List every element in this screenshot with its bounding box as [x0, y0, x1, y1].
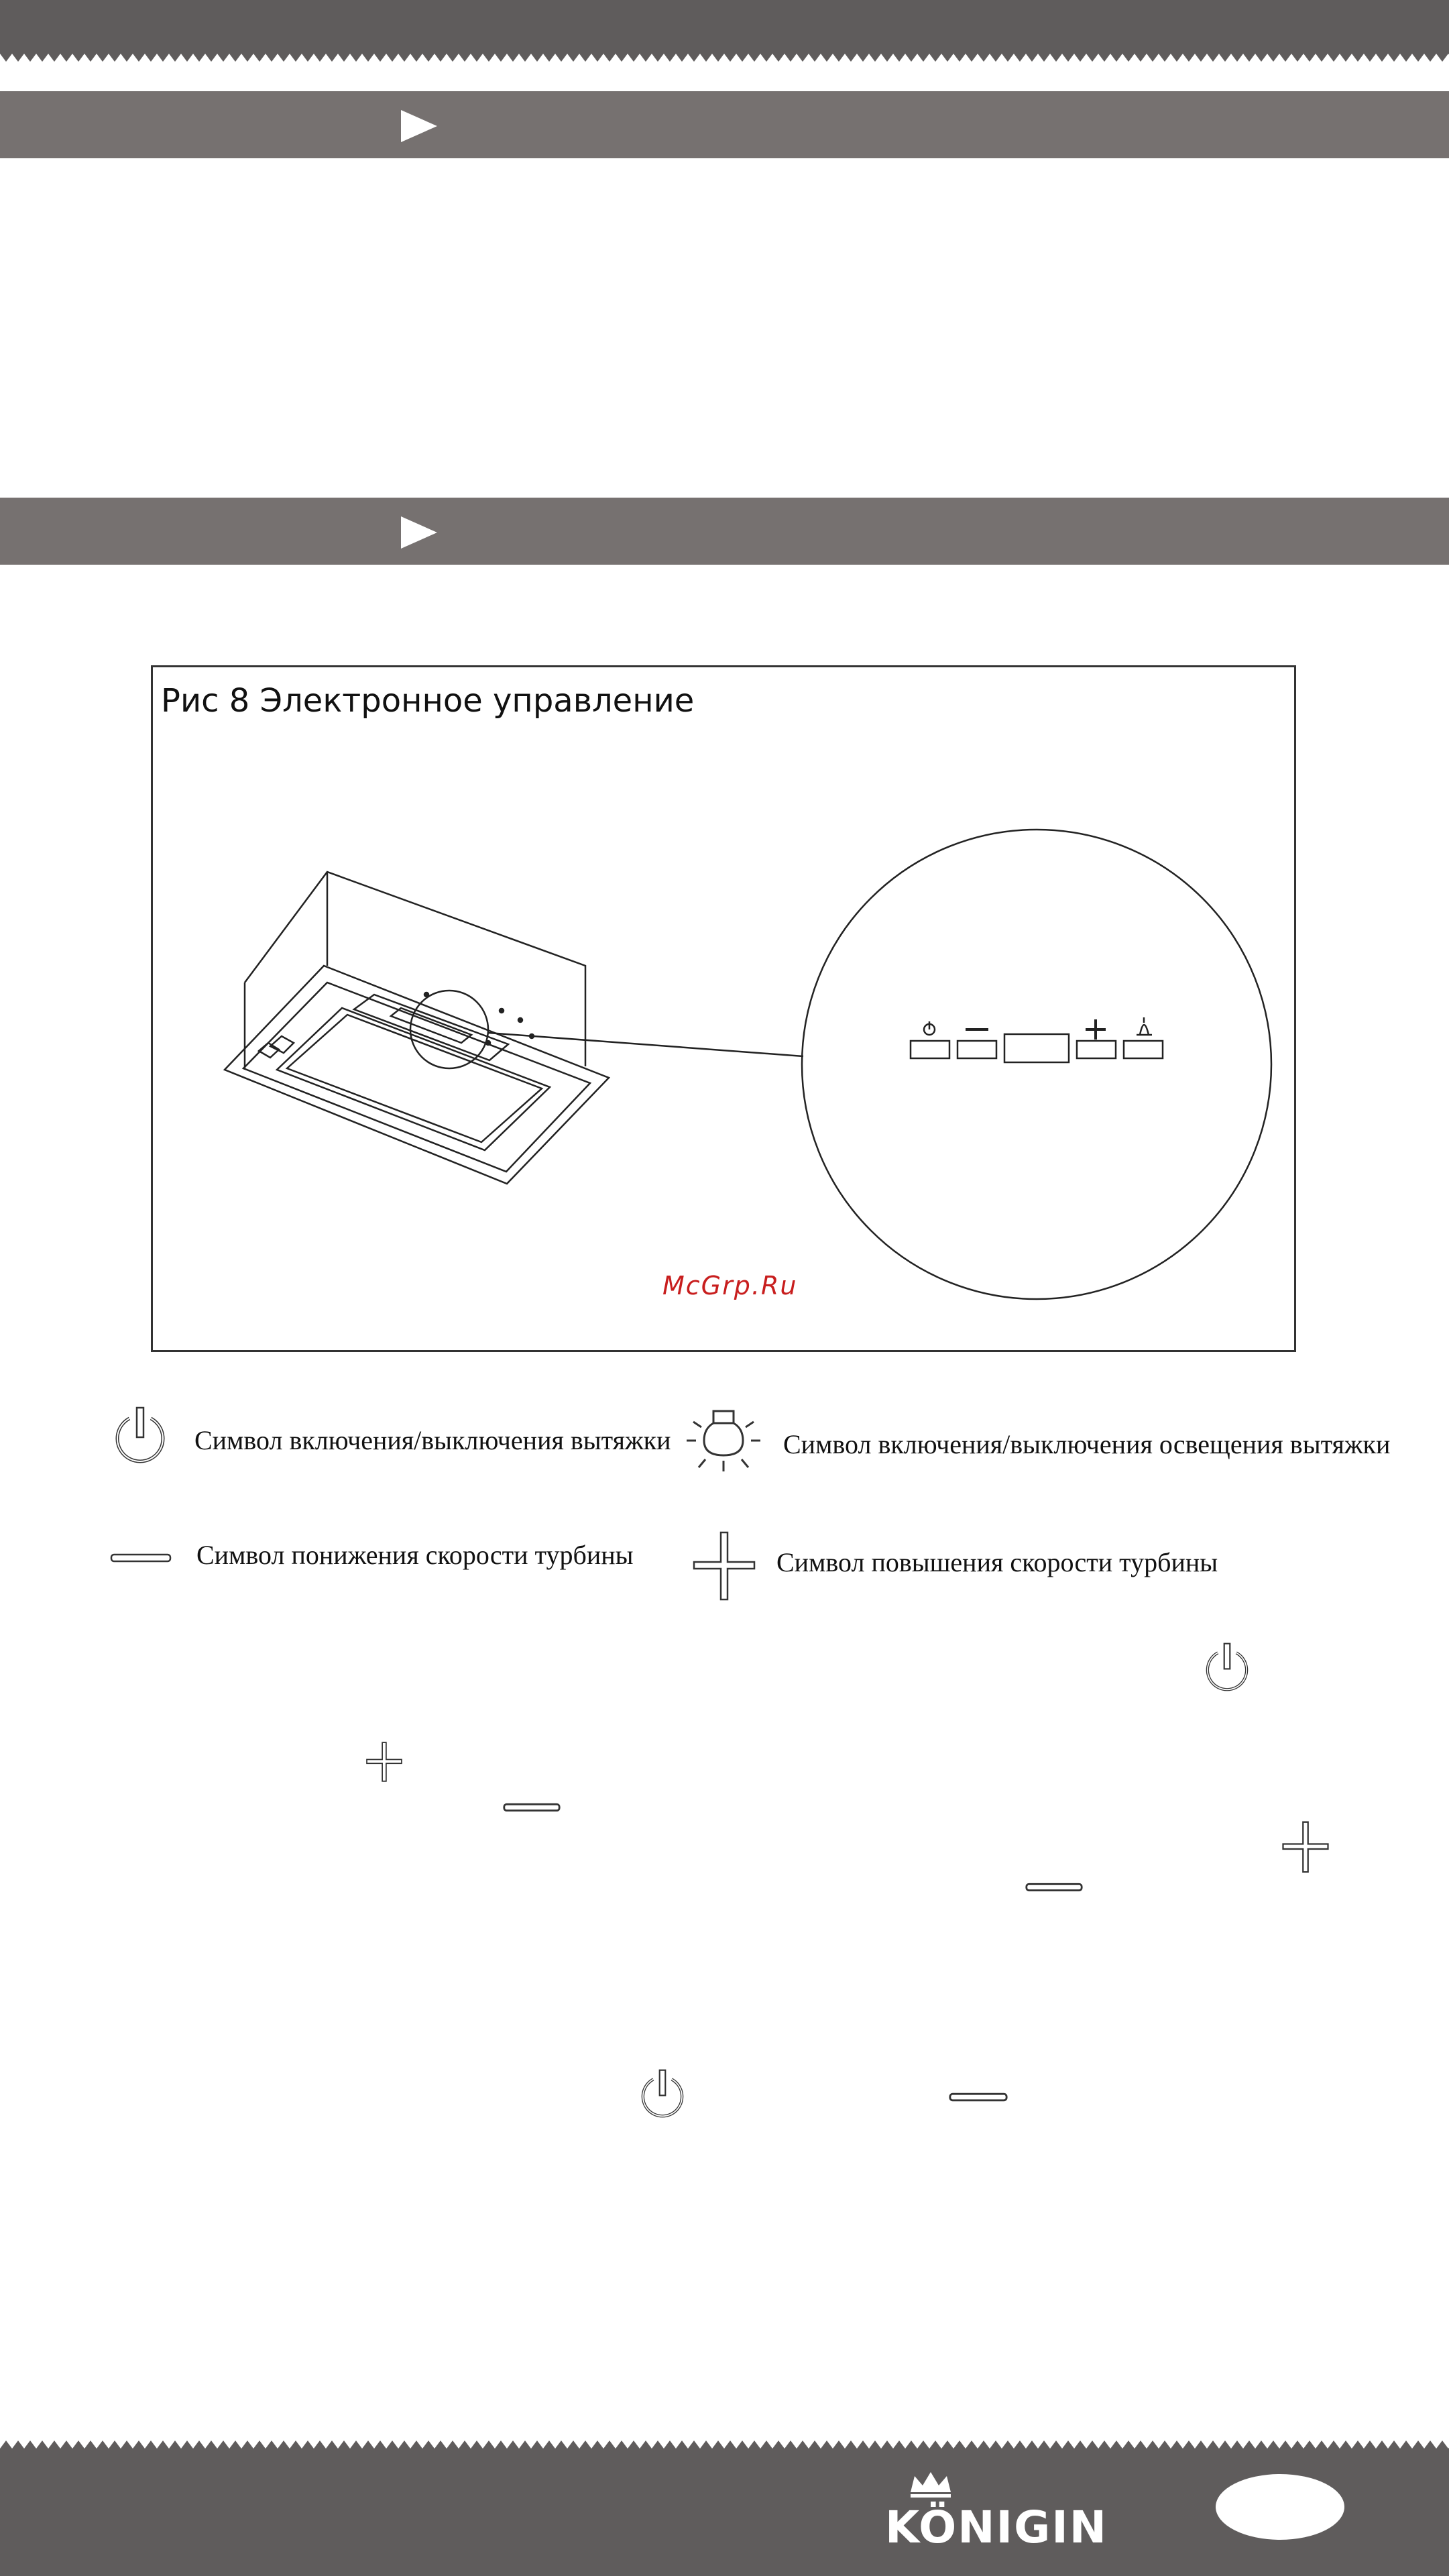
watermark: McGrp.Ru	[662, 1271, 798, 1300]
legend-minus-label: Символ понижения скорости турбины	[196, 1540, 634, 1570]
play-arrow-icon	[401, 516, 437, 549]
power-icon	[638, 2066, 687, 2121]
top-decorative-band	[0, 0, 1449, 67]
hood-illustration	[153, 667, 1294, 1350]
power-icon	[1203, 1640, 1251, 1693]
minus-icon	[948, 2090, 1008, 2104]
minus-icon	[109, 1552, 172, 1564]
page-number-oval	[1216, 2474, 1344, 2540]
legend-light-label: Символ включения/выключения освещения вытяжки	[783, 1429, 1391, 1459]
play-arrow-icon	[401, 110, 437, 142]
plus-icon	[1282, 1820, 1329, 1874]
figure-title: Рис 8 Электронное управление	[161, 682, 695, 720]
brand-logo-text: KÖNIGIN	[885, 2502, 1108, 2553]
legend-power-label: Символ включения/выключения вытяжки	[194, 1425, 671, 1455]
legend-plus-label: Символ повышения скорости турбины	[776, 1547, 1218, 1577]
section-header-bar-1	[0, 91, 1449, 158]
plus-icon	[693, 1531, 756, 1601]
light-bulb-icon	[687, 1402, 760, 1477]
plus-icon	[365, 1742, 403, 1782]
power-icon	[112, 1404, 168, 1465]
minus-icon	[1025, 1881, 1084, 1894]
section-header-bar-2	[0, 498, 1449, 565]
minus-icon	[502, 1801, 561, 1814]
figure-electronic-control	[151, 665, 1296, 1352]
